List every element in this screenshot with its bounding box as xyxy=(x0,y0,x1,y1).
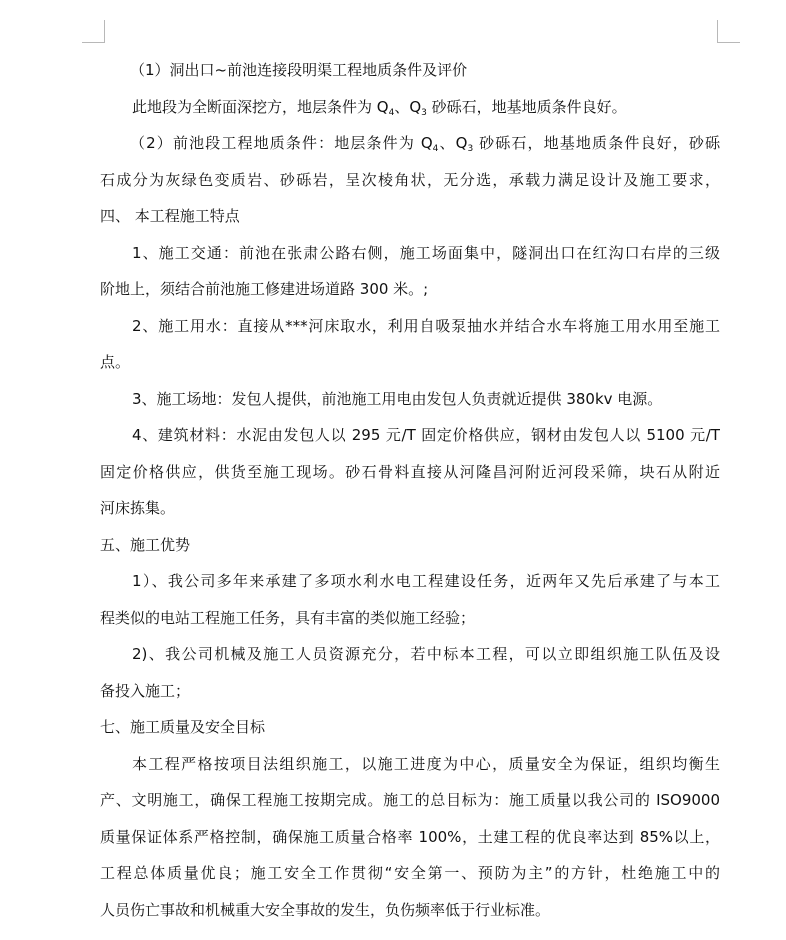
paragraph-line: 阶地上，须结合前池施工修建进场道路 300 米。; xyxy=(100,280,429,298)
paragraph-line: 河床拣集。 xyxy=(100,499,176,517)
paragraph-line: 本工程严格按项目法组织施工，以施工进度为中心，质量安全为保证，组织均衡生 xyxy=(132,754,720,773)
section-heading-7: 七、施工质量及安全目标 xyxy=(100,718,266,736)
paragraph-line: 程类似的电站工程施工任务，具有丰富的类似施工经验； xyxy=(100,608,476,627)
subheading-tunnel-exit: （1）洞出口~前池连接段明渠工程地质条件及评价 xyxy=(130,61,468,79)
paragraph-line: 质量保证体系严格控制，确保施工质量合格率 100%，土建工程的优良率达到 85%以上， xyxy=(100,827,720,846)
paragraph-line: 2)、我公司机械及施工人员资源充分，若中标本工程，可以立即组织施工队伍及设 xyxy=(132,645,720,663)
paragraph-line: 4、建筑材料：水泥由发包人以 295 元/T 固定价格供应，钢材由发包人以 5100 元/T xyxy=(132,426,720,444)
top-right-margin-mark xyxy=(717,20,740,43)
paragraph-line: 1）、我公司多年来承建了多项水利水电工程建设任务，近两年又先后承建了与本工 xyxy=(132,572,720,590)
paragraph-line: 工程总体质量优良；施工安全工作贯彻“安全第一、预防为主”的方针，杜绝施工中的 xyxy=(100,864,720,882)
section-heading-5: 五、施工优势 xyxy=(100,535,191,554)
paragraph-line: 2、施工用水：直接从***河床取水，利用自吸泵抽水并结合水车将施工用水用至施工 xyxy=(132,316,720,335)
section-heading-4: 四、 本工程施工特点 xyxy=(100,207,240,225)
paragraph-line: 此地段为全断面深挖方，地层条件为 $Q_4$、$Q_3$ 砂砾石，地基地质条件良好。 xyxy=(132,97,627,118)
paragraph-line: 1、施工交通：前池在张肃公路右侧，施工场面集中，隧洞出口在红沟口右岸的三级 xyxy=(132,243,720,262)
paragraph-line: （2）前池段工程地质条件：地层条件为 $Q_4$、$Q_3$ 砂砾石，地基地质条件良好，砂砾 xyxy=(130,134,720,154)
paragraph-line: 石成分为灰绿色变质岩、砂砾岩，呈次棱角状，无分选，承载力满足设计及施工要求， xyxy=(100,170,720,189)
paragraph-line: 3、施工场地：发包人提供，前池施工用电由发包人负责就近提供 380kv 电源。 xyxy=(132,389,663,408)
top-left-margin-mark xyxy=(82,20,105,43)
paragraph-line: 人员伤亡事故和机械重大安全事故的发生，负伤频率低于行业标准。 xyxy=(100,900,551,919)
document-body xyxy=(100,52,720,928)
paragraph-line: 固定价格供应，供货至施工现场。砂石骨料直接从河隆昌河附近河段采筛，块石从附近 xyxy=(100,462,720,481)
paragraph-line: 备投入施工； xyxy=(100,681,191,700)
paragraph-line: 点。 xyxy=(100,353,131,371)
paragraph-line: 产、文明施工，确保工程施工按期完成。施工的总目标为：施工质量以我公司的 ISO9000 xyxy=(100,791,720,809)
